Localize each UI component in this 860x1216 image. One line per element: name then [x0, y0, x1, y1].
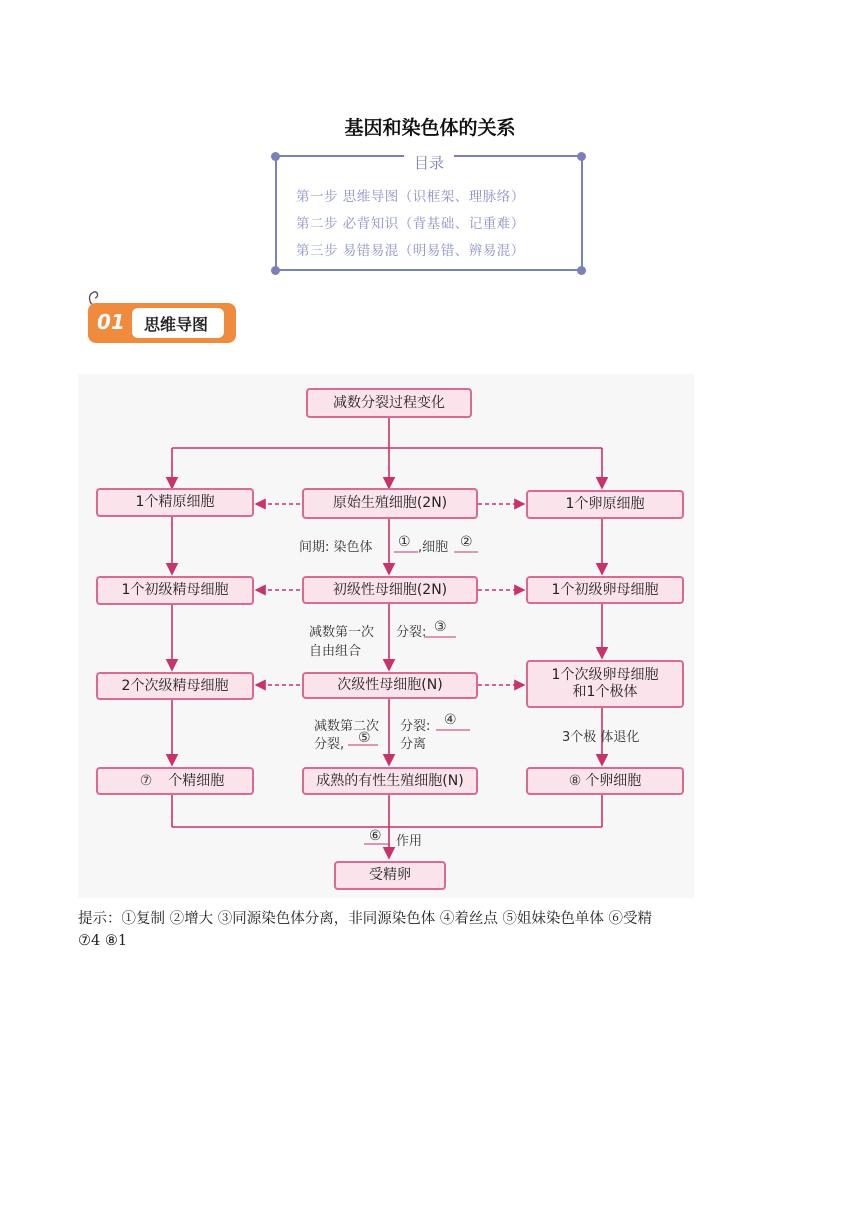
box-secondary-sex-mother-cell: 次级性母细胞(N)	[302, 672, 478, 699]
box-secondary-oocyte	[526, 660, 684, 708]
blank-1: ①	[398, 534, 411, 550]
blank-8: ⑧	[568, 772, 582, 789]
toc-heading-text: 目录	[404, 154, 454, 172]
box-egg-cell	[526, 767, 684, 795]
answer-hint-line1: 提示：①复制 ②增大 ③同源染色体分离，非同源染色体 ④着丝点 ⑤姐妹染色单体 ⑥受精	[78, 911, 653, 927]
box-secondary-oocyte-line2: 和1个极体	[572, 684, 638, 700]
section-header	[88, 303, 236, 345]
toc-item-3[interactable]: 第三步 易错易混（明易错、辨易混）	[296, 243, 525, 259]
label-meiosis-2: 减数第二次	[314, 719, 380, 734]
box-primary-oocyte: 1个初级卵母细胞	[526, 576, 684, 604]
label-fertilization: 作用	[396, 834, 423, 849]
toc-item-2[interactable]: 第二步 必背知识（背基础、记重难）	[296, 216, 525, 232]
box-primordial-germ-cell: 原始生殖细胞(2N)	[302, 488, 478, 519]
box-zygote: 受精卵	[334, 861, 446, 890]
label-free-combination: 自由组合	[309, 644, 362, 659]
blank-4: ④	[444, 712, 457, 728]
page-title: 基因和染色体的关系	[344, 117, 516, 139]
label-interphase-chromosome: 间期: 染色体	[299, 540, 373, 555]
label-division-1: 分裂:	[396, 625, 427, 640]
box-mature-germ-cell: 成熟的有性生殖细胞(N)	[302, 767, 478, 795]
answer-hint	[78, 908, 798, 952]
box-secondary-oocyte-line1: 1个次级卵母细胞	[551, 667, 659, 684]
label-interphase-cell: ,细胞	[418, 540, 449, 555]
blank-3: ③	[434, 619, 447, 635]
label-separation: 分离	[400, 737, 427, 752]
blank-6: ⑥	[369, 828, 382, 844]
label-polar-degeneration: 3个极 体退化	[562, 730, 640, 745]
toc-corner-dot	[577, 266, 586, 275]
diagram-connectors	[78, 374, 694, 898]
blank-7: ⑦	[139, 772, 153, 789]
box-egg-cell-text: 个卵细胞	[585, 772, 642, 789]
box-meiosis-process: 减数分裂过程变化	[306, 388, 472, 418]
box-primary-spermatocyte: 1个初级精母细胞	[96, 576, 254, 605]
toc-item-1[interactable]: 第一步 思维导图（识框架、理脉络）	[296, 189, 525, 205]
box-secondary-spermatocyte: 2个次级精母细胞	[96, 672, 254, 700]
section-number: 01	[97, 310, 125, 334]
box-oogonium: 1个卵原细胞	[526, 490, 684, 519]
answer-hint-line2: ⑦4 ⑧1	[78, 933, 128, 949]
toc-corner-dot	[271, 266, 280, 275]
blank-2: ②	[460, 534, 473, 550]
box-spermatid	[96, 767, 254, 795]
label-division-2b: 分裂:	[400, 719, 431, 734]
section-label: 思维导图	[144, 315, 209, 334]
label-meiosis-1: 减数第一次	[309, 625, 375, 640]
toc-heading	[270, 152, 588, 173]
box-primary-sex-mother-cell: 初级性母细胞(2N)	[302, 576, 478, 604]
toc-box	[270, 151, 588, 277]
toc-bottom-border	[275, 269, 583, 271]
mind-map-diagram	[78, 374, 694, 898]
box-spermatid-text: 个精细胞	[168, 772, 225, 789]
label-division-2a: 分裂,	[314, 737, 345, 752]
blank-5: ⑤	[358, 730, 371, 746]
box-spermatogonium: 1个精原细胞	[96, 488, 254, 517]
